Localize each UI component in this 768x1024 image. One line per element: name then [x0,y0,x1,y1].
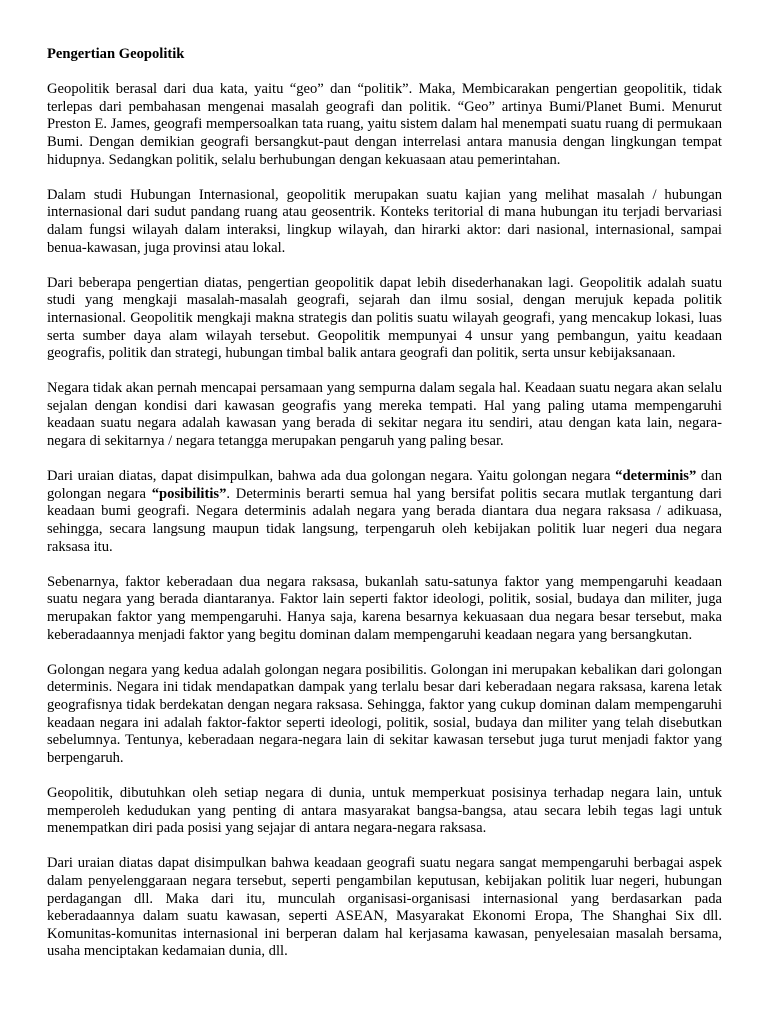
paragraph-5-text-c: . Determinis berarti semua hal yang bersifat politis secara mutlak tergantung dari keadaan bumi geografi. Negara determinis adalah negara yang berada diantara dua negara raksasa / adikuasa, sehingga, secara langsung maupun tidak langsung, terpengaruh oleh kebijakan politik luar negeri dua negara raksasa itu. [47,485,722,555]
paragraph-9: Dari uraian diatas dapat disimpulkan bahwa keadaan geografi suatu negara sangat mempengaruhi berbagai aspek dalam penyelenggaraan negara tersebut, seperti pengambilan keputusan, kebijakan politik luar negeri, hubungan perdagangan dll. Maka dari itu, munculah organisasi-organisasi internasional yang berdasarkan pada keberadaannya dalam suatu kawasan, seperti ASEAN, Masyarakat Ekonomi Eropa, The Shanghai Six dll. Komunitas-komunitas internasional ini berperan dalam hal kerjasama kawasan, penyelesaian masalah bersama, usaha menciptakan kedamaian dunia, dll. [47,855,722,960]
paragraph-3: Dari beberapa pengertian diatas, pengertian geopolitik dapat lebih disederhanakan lagi. Geopolitik adalah suatu studi yang mengkaji masalah-masalah geografi, sejarah dan ilmu sosial, dengan merujuk kepada politik internasional. Geopolitik mengkaji makna strategis dan politis suatu wilayah geografi, yang mencakup lokasi, luas serta sumber daya alam wilayah tersebut. Geopolitik mempunyai 4 unsur yang pembangun, yaitu keadaan geografis, politik dan strategi, hubungan timbal balik antara geografi dan politik, serta unsur kebijaksanaan. [47,274,722,362]
paragraph-8: Geopolitik, dibutuhkan oleh setiap negara di dunia, untuk memperkuat posisinya terhadap negara lain, untuk memperoleh kedudukan yang penting di antara masyarakat bangsa-bangsa, atau secara lebih tegas lagi untuk menempatkan diri pada posisi yang sejajar di antara negara-negara raksasa. [47,784,722,837]
paragraph-5 [47,468,722,556]
paragraph-4: Negara tidak akan pernah mencapai persamaan yang sempurna dalam segala hal. Keadaan suatu negara akan selalu sejalan dengan kondisi dari kawasan geografis yang mereka tempati. Hal yang paling utama mempengaruhi keadaan suatu negara adalah kawasan yang berada di sekitar negara itu sendiri, atau dengan kata lain, negara-negara di sekitarnya / negara tetangga merupakan pengaruh yang paling besar. [47,380,722,450]
paragraph-6: Sebenarnya, faktor keberadaan dua negara raksasa, bukanlah satu-satunya faktor yang mempengaruhi keadaan suatu negara yang berada diantaranya. Faktor lain seperti faktor ideologi, politik, sosial, budaya dan militer, juga merupakan faktor yang mempengaruhi. Hanya saja, karena besarnya kekuasaan dua negara besar tersebut, maka keberadaannya menjadi faktor yang begitu dominan dalam mempengaruhi keadaan negara yang bersangkutan. [47,573,722,643]
paragraph-7: Golongan negara yang kedua adalah golongan negara posibilitis. Golongan ini merupakan kebalikan dari golongan determinis. Negara ini tidak mendapatkan dampak yang terlalu besar dari keberadaan negara raksasa, karena letak geografisnya tidak berdekatan dengan negara raksasa. Sehingga, faktor yang cukup dominan dalam mempengaruhi keadaan negara ini adalah faktor-faktor seperti ideologi, politik, sosial, budaya dan militer yang telah disebutkan sebelumnya. Tentunya, keberadaan negara-negara lain di sekitar kawasan tersebut juga turut menjadi faktor yang berpengaruh. [47,661,722,766]
paragraph-5-text-a: Dari uraian diatas, dapat disimpulkan, bahwa ada dua golongan negara. Yaitu golongan negara [47,468,616,485]
term-determinis: “determinis” [615,468,697,485]
document-title: Pengertian Geopolitik [47,46,185,62]
paragraph-1: Geopolitik berasal dari dua kata, yaitu “geo” dan “politik”. Maka, Membicarakan pengertian geopolitik, tidak terlepas dari pembahasan mengenai masalah geografi dan politik. “Geo” artinya Bumi/Planet Bumi. Menurut Preston E. James, geografi mempersoalkan tata ruang, yaitu sistem dalam hal menempati suatu ruang di permukaan Bumi. Dengan demikian geografi bersangkut-paut dengan interrelasi antara manusia dengan lingkungan tempat hidupnya. Sedangkan politik, selalu berhubungan dengan kekuasaan atau pemerintahan. [47,81,722,168]
document-page [47,46,722,978]
term-posibilitis: “posibilitis” [151,485,227,502]
paragraph-5-text-b: dan golongan negara [47,468,722,502]
paragraph-2: Dalam studi Hubungan Internasional, geopolitik merupakan suatu kajian yang melihat masalah / hubungan internasional dari sudut pandang ruang atau geosentrik. Konteks teritorial di mana hubungan itu terjadi bervariasi dalam fungsi wilayah dalam interaksi, lingkup wilayah, dan hirarki aktor: dari nasional, internasional, sampai benua-kawasan, juga provinsi atau lokal. [47,186,722,256]
